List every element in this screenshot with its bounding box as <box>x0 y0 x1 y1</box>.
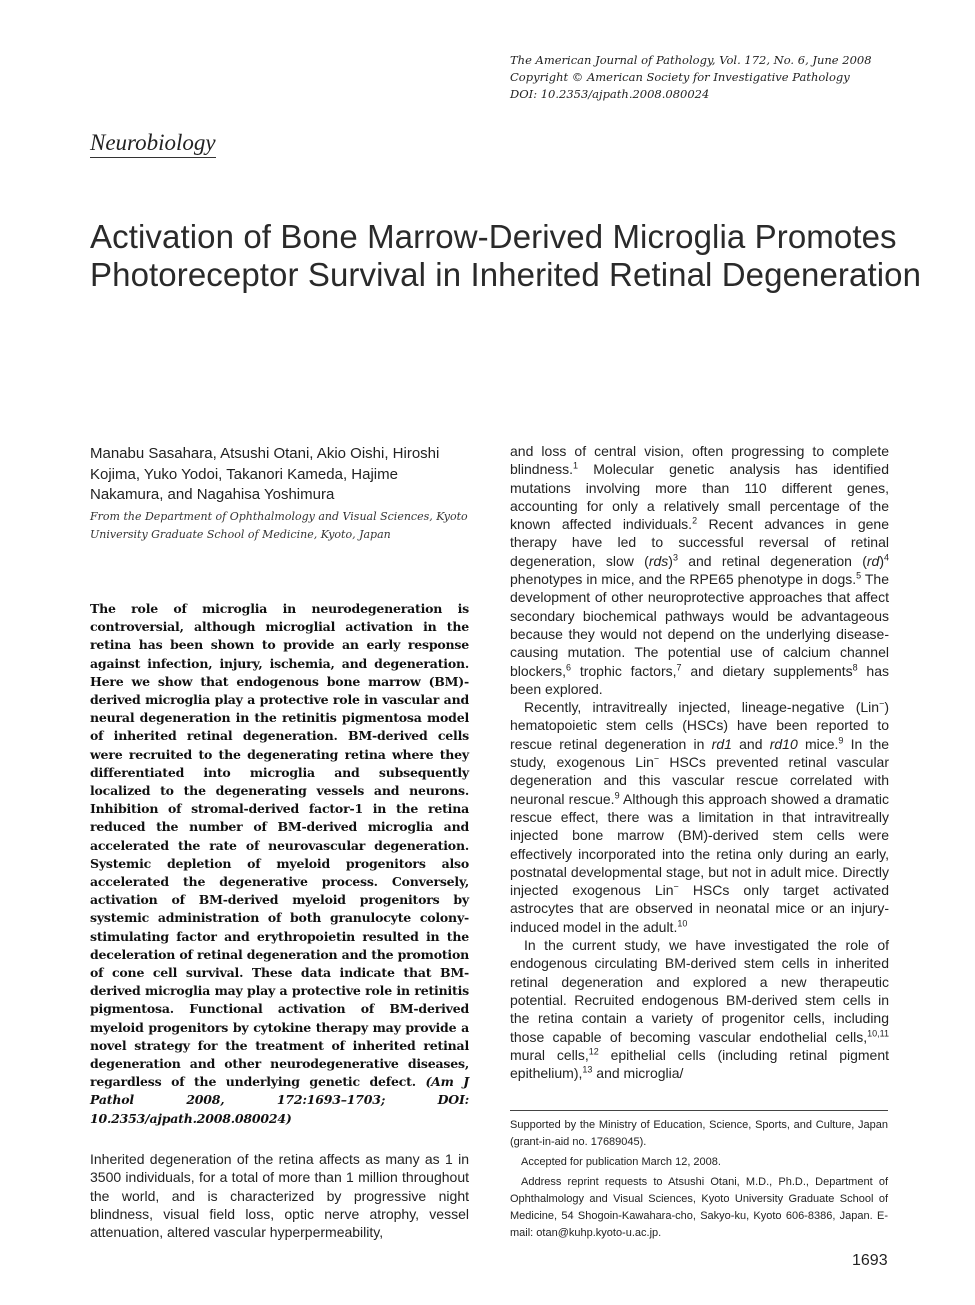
footnote-address: Address reprint requests to Atsushi Otani, M.D., Ph.D., Department of Ophthalmology and Visual Sciences, Kyoto University Graduate School of Medicine, 54 Shogoin-Kawahara-cho, Sakyo-ku, Kyoto 606-8386, Japan. E-mail: otan@kuhp.kyoto-u.ac.jp. <box>510 1176 888 1239</box>
ref-marker: 6 <box>566 661 572 672</box>
ref-marker: 5 <box>856 570 862 581</box>
footnote-support: Supported by the Ministry of Education, Science, Sports, and Culture, Japan (grant-in-aid no. 17689045). <box>510 1119 888 1148</box>
body-paragraph-1: and loss of central vision, often progressing to complete blindness.$^1$ Molecular genetic analysis has identified mutations involving more than 110 different genes, accounting for only a relatively small percentage of the known affected individuals.$^2$ Recent advances in gene therapy have led to successful reversal of retinal degeneration, slow (rds)$^3$ and retinal degeneration (rd)$^4$ phenotypes in mice, and the RPE65 phenotype in dogs.$^5$ The development of other neuroprotective approaches that affect secondary biochemical pathways would be advantageous because they would not depend on the underlying disease-causing mutation. The potential use of calcium channel blockers,$^6$ trophic factors,$^7$ and dietary supplements$^8$ has been explored. <box>510 443 890 697</box>
intro-paragraph: Inherited degeneration of the retina affects as many as 1 in 3500 individuals, for a total of more than 1 million throughout the world, and is characterized by progressive night blindness, visual field loss, optic nerve atrophy, vessel attenuation, altered vascular hyperpermeability, <box>90 1151 469 1241</box>
ref-marker: 8 <box>852 661 858 672</box>
journal-doi: DOI: 10.2353/ajpath.2008.080024 <box>510 87 710 101</box>
affiliation: From the Department of Ophthalmology and Visual Sciences, Kyoto University Graduate School of Medicine, Kyoto, Japan <box>90 510 468 541</box>
author-list: Manabu Sasahara, Atsushi Otani, Akio Oishi, Hiroshi Kojima, Yuko Yodoi, Takanori Kameda, Hajime Nakamura, and Nagahisa Yoshimura <box>90 445 440 503</box>
journal-header <box>510 52 910 103</box>
body-paragraph-3: In the current study, we have investigated the role of endogenous circulating BM-derived stem cells in inherited retinal degeneration and explored a new therapeutic potential. Recruited endogenous BM-derived stem cells in the retina contain a variety of progenitor cells, including those capable of becoming vascular endothelial cells,$^{10,11}$ mural cells,$^{12}$ epithelial cells (including retinal pigment epithelium),$^{13}$ and microglia/ <box>510 937 890 1082</box>
ref-marker: 9 <box>838 735 844 746</box>
ref-marker: 7 <box>676 661 682 672</box>
abstract-citation: (Am J Pathol 2008, 172:1693–1703; DOI: 10.2353/ajpath.2008.080024) <box>90 1074 470 1126</box>
journal-copyright: Copyright © American Society for Investigative Pathology <box>510 70 850 84</box>
article-title: Activation of Bone Marrow-Derived Microglia Promotes Photoreceptor Survival in Inherited Retinal Degeneration <box>90 218 922 293</box>
abstract-text: The role of microglia in neurodegeneration is controversial, although microglial activation in the retina has been shown to provide an early response against infection, injury, ischemia, and degeneration. Here we show that endogenous bone marrow (BM)-derived microglia play a protective role in vascular and neural degeneration in the retinitis pigmentosa model of inherited retinal degeneration. BM-derived cells were recruited to the degenerating retina where they differentiated into microglia and subsequently localized to the degenerating vessels and neurons. Inhibition of stromal-derived factor-1 in the retina reduced the number of BM-derived microglia and accelerated the rate of neurovascular degeneration. Systemic depletion of myeloid progenitors also accelerated the degenerative process. Conversely, activation of BM-derived myeloid progenitors by systemic administration of both granulocyte colony-stimulating factor and erythropoietin resulted in the deceleration of retinal degeneration and the promotion of cone cell survival. These data indicate that BM-derived microglia may play a protective role in retinitis pigmentosa. Functional activation of BM-derived myeloid progenitors by cytokine therapy may provide a novel strategy for the treatment of inherited retinal degeneration and other neurodegenerative diseases, regardless of the underlying genetic defect. <box>90 601 469 1090</box>
section-label: Neurobiology <box>90 130 216 158</box>
ref-marker: 13 <box>582 1064 593 1075</box>
footnote-accepted: Accepted for publication March 12, 2008. <box>521 1156 721 1168</box>
ref-marker: 2 <box>692 515 698 526</box>
ref-marker: 10 <box>677 918 688 929</box>
ref-marker: 4 <box>883 552 889 563</box>
footnote-divider <box>510 1110 888 1111</box>
ref-marker: 3 <box>672 552 678 563</box>
page-number: 1693 <box>852 1252 888 1269</box>
ref-marker: 9 <box>614 789 620 800</box>
footnotes <box>510 1117 888 1245</box>
left-column-body <box>90 1150 469 1241</box>
journal-citation: The American Journal of Pathology, Vol. 172, No. 6, June 2008 <box>510 53 872 67</box>
ref-marker: 10,11 <box>867 1027 889 1038</box>
ref-marker: 1 <box>573 460 579 471</box>
body-paragraph-2: Recently, intravitreally injected, lineage-negative (Lin−) hematopoietic stem cells (HSCs) have been reported to rescue retinal degeneration in rd1 and rd10 mice.$^9$ In the study, exogenous Lin− HSCs prevented retinal vascular degeneration and this vascular rescue correlated with neuronal rescue.$^9$ Although this approach showed a dramatic rescue effect, there was a limitation in that intravitreally injected bone marrow (BM)-derived stem cells were effectively incorporated into the retina only during an early, postnatal developmental stage, but not in adult mice. Directly injected exogenous Lin− HSCs only target activated astrocytes that are observed in neonatal mice or an injury-induced model in the adult.$^{10}$ <box>510 698 890 935</box>
ref-marker: 12 <box>588 1046 599 1057</box>
right-column-body <box>510 442 889 1082</box>
abstract <box>90 600 469 1128</box>
